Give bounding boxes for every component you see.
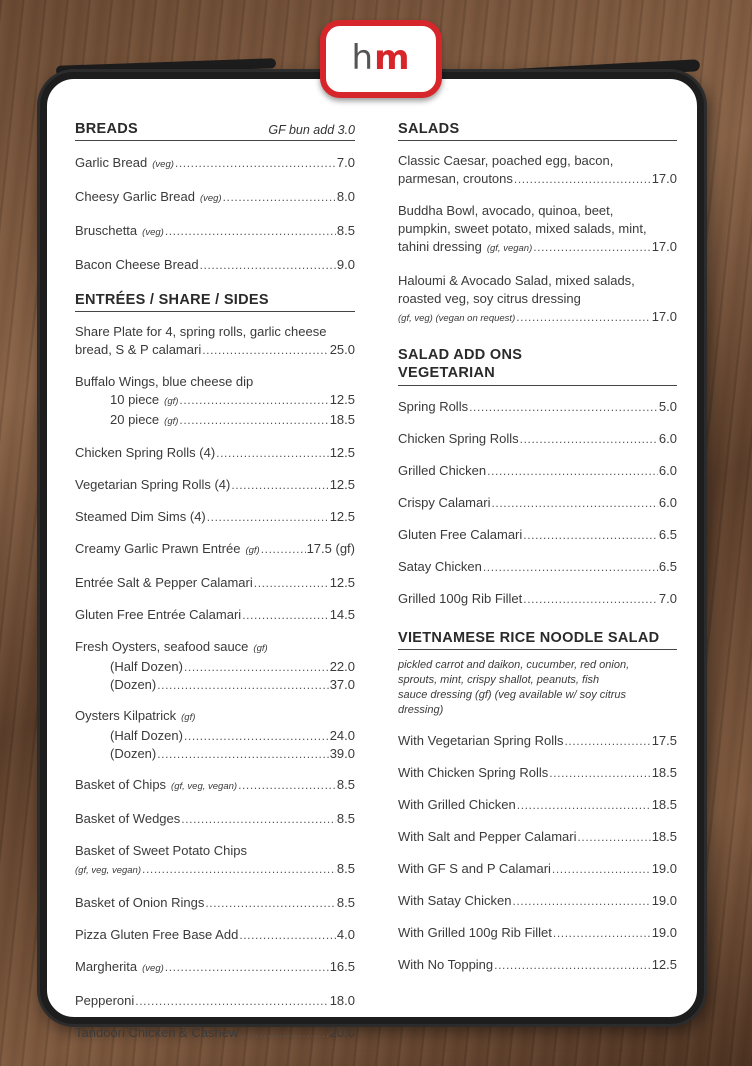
menu-item: (gf, veg) (vegan on request) ..... 17.0 <box>393 308 677 328</box>
menu-item: (gf, veg, vegan) ..... 8.5 <box>70 860 355 880</box>
right-column <box>398 121 677 974</box>
menu-item: Chicken Spring Rolls (4) ..... 12.5 <box>75 444 355 462</box>
menu-item: (Dozen) ..... 39.0 <box>75 745 355 763</box>
buffalo-wings-title: Buffalo Wings, blue cheese dip <box>75 374 254 389</box>
section-heading-entrees: ENTRÉES / SHARE / SIDES <box>75 292 355 312</box>
menu-item: With GF S and P Calamari ..... 19.0 <box>398 860 677 878</box>
brand-logo <box>320 20 442 98</box>
menu-item: Pizza Gluten Free Base Add ..... 4.0 <box>75 926 355 944</box>
menu-item: Gluten Free Calamari ..... 6.5 <box>398 526 677 544</box>
menu-item: Spring Rolls ..... 5.0 <box>398 398 677 416</box>
menu-item: Margherita (veg) ..... 16.5 <box>75 958 355 978</box>
menu-item: (Dozen) ..... 37.0 <box>75 676 355 694</box>
menu-item: Gluten Free Entrée Calamari ..... 14.5 <box>75 606 355 624</box>
menu-item: Bruschetta (veg) ..... 8.5 <box>75 222 355 242</box>
sweet-potato-title: Basket of Sweet Potato Chips <box>75 843 247 858</box>
oysters-kilpatrick-title: Oysters Kilpatrick (gf) <box>75 708 196 723</box>
menu-item: tahini dressing (gf, vegan) ..... 17.0 <box>398 238 677 258</box>
menu-item: Pepperoni ..... 18.0 <box>75 992 355 1010</box>
menu-item: With Grilled 100g Rib Fillet ..... 19.0 <box>398 924 677 942</box>
menu-item: Entrée Salt & Pepper Calamari ..... 12.5 <box>75 574 355 592</box>
section-heading-noodle-salad: VIETNAMESE RICE NOODLE SALAD <box>398 630 677 650</box>
menu-item: (Half Dozen) ..... 24.0 <box>75 727 355 745</box>
buddha-desc-2: pumpkin, sweet potato, mixed salads, mint, <box>398 221 647 236</box>
section-heading-addons: SALAD ADD ONS VEGETARIAN <box>398 346 677 386</box>
menu-item: With Salt and Pepper Calamari ..... 18.5 <box>398 828 677 846</box>
noodle-desc: pickled carrot and daikon, cucumber, red onion, sprouts, mint, crispy shallot, peanuts, fish sauce dressing (gf) (veg available w/ soy citrus dressing) <box>398 659 630 716</box>
logo-text: hm <box>351 38 411 78</box>
menu-item: Bacon Cheese Bread ..... 9.0 <box>75 256 355 274</box>
menu-item: Creamy Garlic Prawn Entrée (gf) ..... 17.5 (gf) <box>75 540 355 560</box>
haloumi-desc-1: Haloumi & Avocado Salad, mixed salads, <box>398 273 635 288</box>
share-plate-desc: Share Plate for 4, spring rolls, garlic cheese <box>75 324 327 339</box>
menu-item: With No Topping ..... 12.5 <box>398 956 677 974</box>
gf-bun-note: GF bun add 3.0 <box>268 123 355 137</box>
section-heading-breads: BREADS GF bun add 3.0 <box>75 121 355 141</box>
menu-item: Basket of Onion Rings ..... 8.5 <box>75 894 355 912</box>
menu-item: With Vegetarian Spring Rolls ..... 17.5 <box>398 732 677 750</box>
fresh-oysters-title: Fresh Oysters, seafood sauce (gf) <box>75 639 268 654</box>
menu-item: 20 piece (gf) ..... 18.5 <box>75 411 355 431</box>
menu-item: 10 piece (gf) ..... 12.5 <box>75 391 355 411</box>
caesar-desc: Classic Caesar, poached egg, bacon, <box>398 153 614 168</box>
menu-item: Grilled Chicken ..... 6.0 <box>398 462 677 480</box>
menu-item: (Half Dozen) ..... 22.0 <box>75 658 355 676</box>
menu-item: With Grilled Chicken ..... 18.5 <box>398 796 677 814</box>
menu-item: Cheesy Garlic Bread (veg) ..... 8.0 <box>75 188 355 208</box>
menu-item: Steamed Dim Sims (4) ..... 12.5 <box>75 508 355 526</box>
menu-item: Tandoori Chicken & Cashew ..... 20.0 <box>75 1024 355 1042</box>
menu-item: Basket of Chips (gf, veg, vegan) ..... 8.5 <box>75 776 355 796</box>
buddha-desc-1: Buddha Bowl, avocado, quinoa, beet, <box>398 203 614 218</box>
menu-item: Basket of Wedges ..... 8.5 <box>75 810 355 828</box>
menu-item: Vegetarian Spring Rolls (4) ..... 12.5 <box>75 476 355 494</box>
menu-item: With Satay Chicken ..... 19.0 <box>398 892 677 910</box>
menu-item: bread, S & P calamari ..... 25.0 <box>75 341 355 359</box>
menu-item: parmesan, croutons ..... 17.0 <box>398 170 677 188</box>
menu-item: Grilled 100g Rib Fillet ..... 7.0 <box>398 590 677 608</box>
menu-item: Garlic Bread (veg) ..... 7.0 <box>75 154 355 174</box>
section-heading-salads: SALADS <box>398 121 677 141</box>
left-column <box>75 121 355 1042</box>
haloumi-desc-2: roasted veg, soy citrus dressing <box>398 291 581 306</box>
menu-item: Crispy Calamari ..... 6.0 <box>398 494 677 512</box>
menu-item: Satay Chicken ..... 6.5 <box>398 558 677 576</box>
menu-item: With Chicken Spring Rolls ..... 18.5 <box>398 764 677 782</box>
menu-item: Chicken Spring Rolls ..... 6.0 <box>398 430 677 448</box>
